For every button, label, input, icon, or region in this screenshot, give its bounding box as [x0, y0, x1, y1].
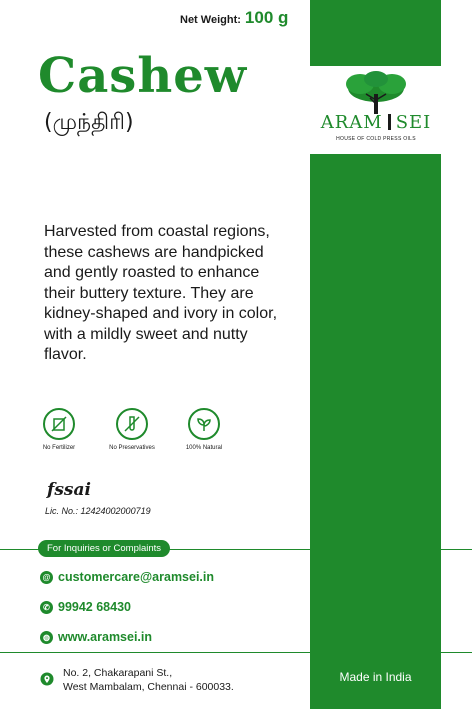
no-fertilizer-icon — [43, 408, 75, 440]
net-weight — [180, 8, 288, 28]
email-text[interactable]: customercare@aramsei.in — [58, 570, 215, 584]
made-in-india: Made in India — [339, 670, 412, 684]
brand-logo — [312, 70, 440, 150]
no-preservatives-icon — [116, 408, 148, 440]
divider — [441, 652, 472, 653]
brand-tagline: HOUSE OF COLD PRESS OILS — [336, 136, 416, 142]
brand-name-left: ARAM — [320, 112, 383, 133]
email-contact[interactable] — [40, 570, 214, 584]
tree-icon — [312, 70, 440, 116]
location-pin-icon — [40, 672, 54, 693]
feature-label: No Preservatives — [109, 445, 155, 451]
website-text[interactable]: www.aramsei.in — [58, 630, 153, 644]
divider — [0, 652, 310, 653]
phone-icon: ✆ — [40, 601, 53, 614]
website-contact[interactable] — [40, 630, 152, 644]
net-weight-value: 100 g — [244, 8, 289, 27]
feature-no-fertilizer — [24, 408, 94, 451]
inquiries-heading: For Inquiries or Complaints — [38, 540, 170, 557]
brand-trunk-icon — [388, 114, 391, 130]
license-number: Lic. No.: 12424002000719 — [45, 506, 151, 516]
fssai-logo: fssai — [47, 480, 91, 500]
brand-name-right: SEI — [395, 112, 432, 133]
phone-text[interactable]: 99942 68430 — [58, 600, 131, 614]
product-native-name: (முந்திரி) — [44, 110, 134, 135]
address-line-2: West Mambalam, Chennai - 600033. — [63, 681, 234, 693]
leaf-icon — [188, 408, 220, 440]
address-line-1: No. 2, Chakarapani St., — [63, 667, 173, 679]
product-title: Cashew — [38, 48, 248, 104]
feature-natural — [169, 408, 239, 451]
feature-label: 100% Natural — [185, 445, 223, 451]
brand-name — [312, 112, 440, 133]
mail-icon: @ — [40, 571, 53, 584]
product-description: Harvested from coastal regions, these cashews are handpicked and gently roasted to enhance their buttery texture. They are kidney-shaped and ivory in color, with a mildly sweet and nutty flavor. — [44, 223, 278, 363]
globe-icon: ◍ — [40, 631, 53, 644]
phone-contact[interactable] — [40, 600, 131, 614]
feature-no-preservatives — [97, 408, 167, 451]
feature-label: No Fertilizer — [42, 445, 76, 451]
net-weight-label: Net Weight: — [180, 14, 241, 26]
address — [63, 666, 234, 694]
